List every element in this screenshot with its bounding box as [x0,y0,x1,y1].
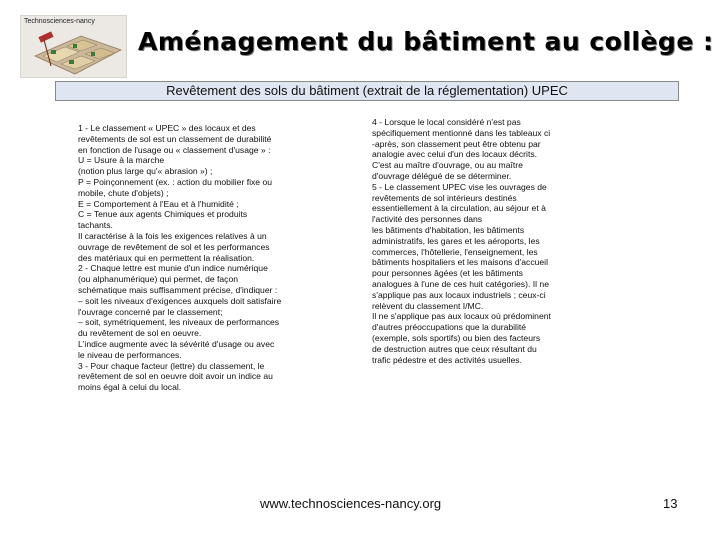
text-line: l'activité des personnes dans [372,214,483,225]
text-line: administratifs, les gares et les aéroports, les [372,235,540,246]
text-line: s'applique pas aux locaux industriels ; ceux-ci [372,289,546,300]
left-text-column [78,123,343,393]
floor-plan-icon [21,16,127,78]
text-line: (exemple, sols sportifs) ou bien des facteurs [372,332,541,343]
text-line: Il caractérise à la fois les exigences relatives à un [78,230,267,241]
logo-text: Technosciences-nancy [24,18,95,25]
text-line: des matériaux qui en permettent la réalisation. [78,252,255,263]
text-line: Il ne s'applique pas aux locaux où prédominent [372,311,551,322]
text-line: U = Usure à la marche [78,155,165,166]
text-line: L'indice augmente avec la sévérité d'usage ou avec [78,338,275,349]
text-line: relèvent du classement I/MC. [372,300,484,311]
right-text-column [372,117,632,365]
text-line: C'est au maître d'ouvrage, ou au maître [372,160,523,171]
text-line: les bâtiments d'habitation, les bâtiments [372,224,525,235]
section-banner: Revêtement des sols du bâtiment (extrait de la réglementation) UPEC [55,81,679,101]
text-line: schématique mais suffisamment précise, d'indiquer : [78,284,278,295]
text-line: ouvrage de revêtement de sol et les performances [78,241,270,252]
text-line: spécifiquement mentionné dans les tableaux ci [372,127,551,138]
text-line: essentiellement à la circulation, au séjour et à [372,203,546,214]
text-line: – soit, symétriquement, les niveaux de performances [78,317,280,328]
text-line: d'autres préoccupations que la durabilité [372,322,527,333]
text-line: – soit les niveaux d'exigences auxquels doit satisfaire [78,295,282,306]
text-line: revêtements de sol intérieurs destinés [372,192,517,203]
text-line: revêtement de sol en oeuvre doit avoir un indice au [78,371,273,382]
text-line: trafic pédestre et des activités usuelles. [372,354,522,365]
text-line: d'ouvrage délégué de se déterminer. [372,170,512,181]
text-line: (notion plus large qu'« abrasion ») ; [78,166,213,177]
text-line: mobile, chute d'objets) ; [78,187,169,198]
text-line: pour personnes âgées (et les bâtiments [372,268,523,279]
text-line: C = Tenue aux agents Chimiques et produits [78,209,248,220]
text-line: de destruction autres que ceux résultant du [372,343,537,354]
text-line: 3 - Pour chaque facteur (lettre) du classement, le [78,360,265,371]
text-line: 1 - Le classement « UPEC » des locaux et des [78,123,256,133]
text-line: l'ouvrage concerné par le classement; [78,306,223,317]
text-line: (ou alphanumérique) qui permet, de façon [78,274,239,285]
text-line: du revêtement de sol en oeuvre. [78,328,202,339]
site-logo [20,15,127,78]
text-line: bâtiments hospitaliers et les maisons d'accueil [372,257,548,268]
text-line: -après, son classement peut être obtenu par [372,138,541,149]
text-line: E = Comportement à l'Eau et à l'humidité ; [78,198,239,209]
text-line: tachants. [78,220,113,231]
page-title: Aménagement du bâtiment au collège : [138,27,714,56]
text-line: revêtements de sol est un classement de durabilité [78,133,272,144]
text-line: analogie avec celui d'un des locaux décrits. [372,149,538,160]
text-line: 2 - Chaque lettre est munie d'un indice numérique [78,263,268,274]
text-line: analogues à l'une de ces huit catégories). Il ne [372,278,549,289]
text-line: 5 - Le classement UPEC vise les ouvrages de [372,181,547,192]
text-line: 4 - Lorsque le local considéré n'est pas [372,117,521,127]
text-line: P = Poinçonnement (ex. : action du mobilier fixe ou [78,176,273,187]
text-line: commerces, l'hôtellerie, l'enseignement, les [372,246,538,257]
text-line: en fonction de l'usage ou « classement d'usage » : [78,144,271,155]
footer-url: www.technosciences-nancy.org [260,496,442,511]
text-line: moins égal à celui du local. [78,382,182,393]
text-line: le niveau de performances. [78,349,182,360]
page-number: 13 [663,496,678,511]
